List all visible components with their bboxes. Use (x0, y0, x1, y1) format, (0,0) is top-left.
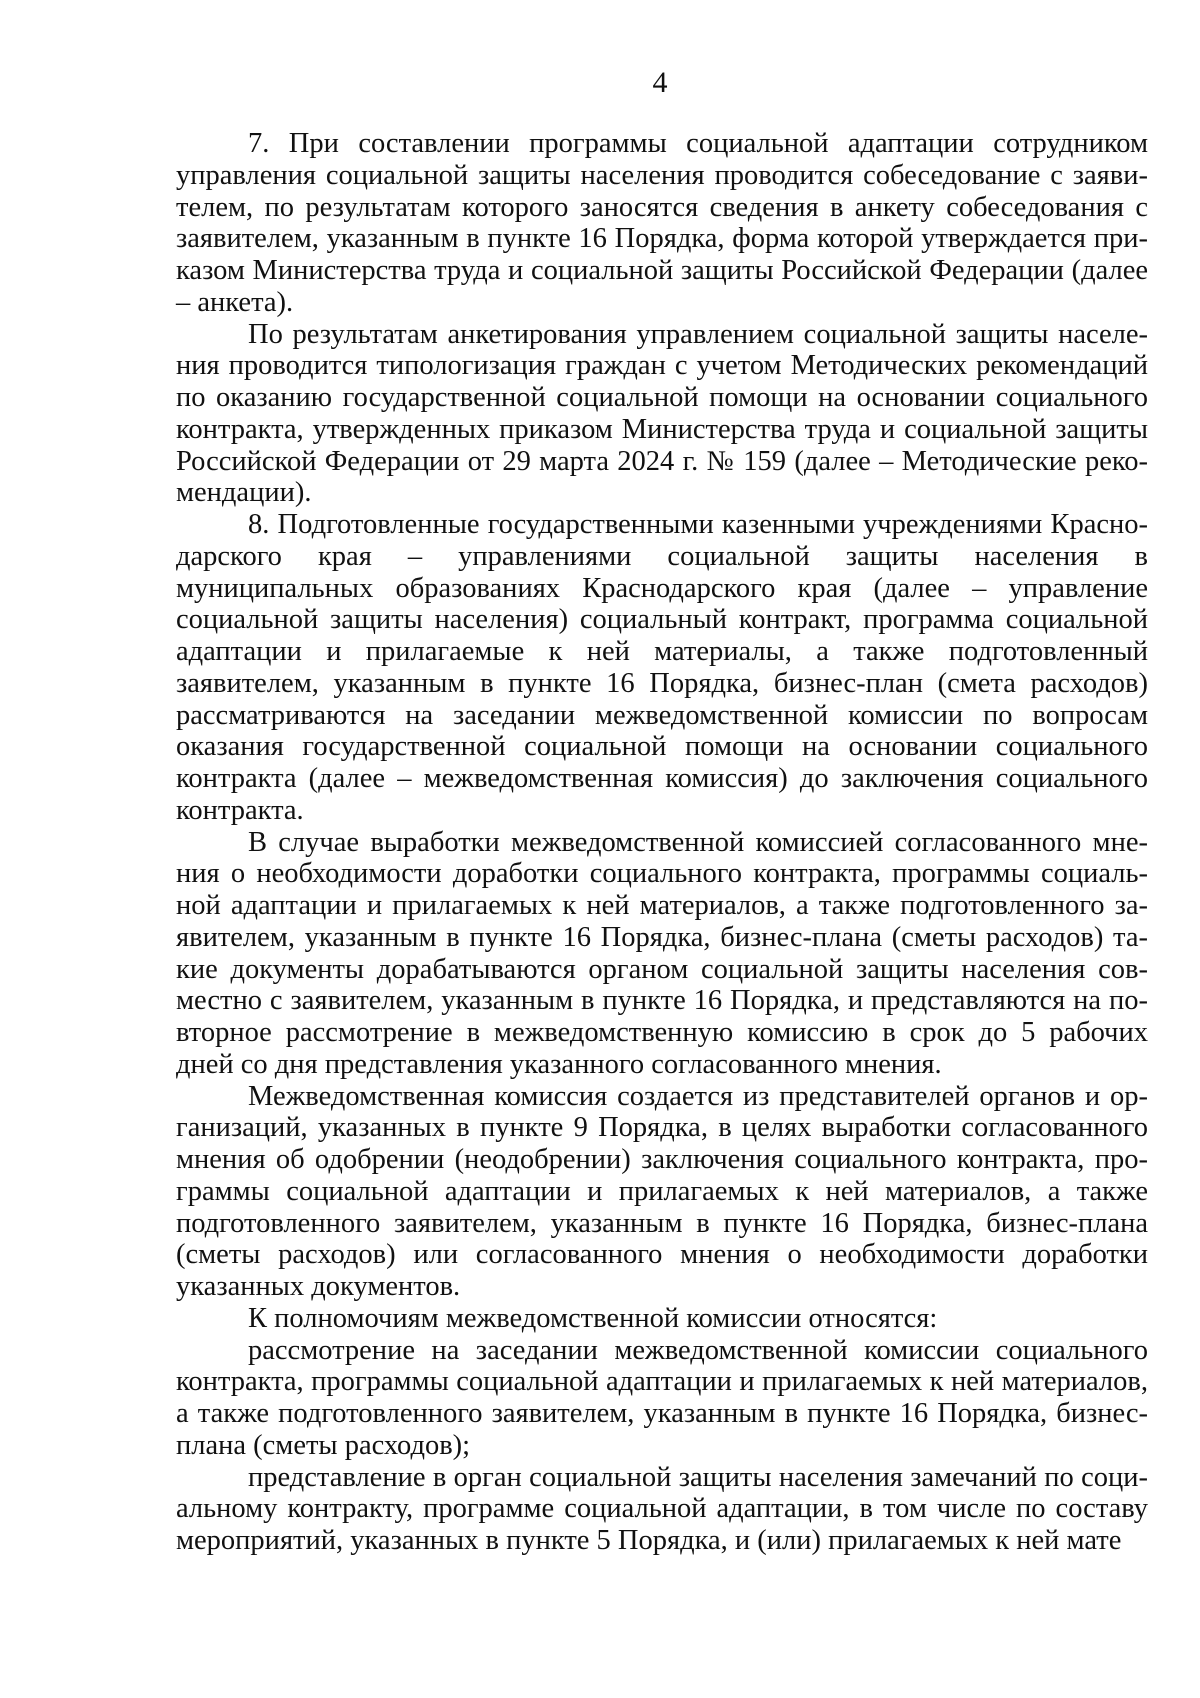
document-body (176, 128, 1148, 1557)
paragraph-power-review: рассмотрение на заседании межведомственной комиссии социального контракта, программы социальной адаптации и прилагаемых к ней материалов, а также подготовленного заявителем, указанным в пункте 16 Порядка, бизнесплана (сметы расходов); (176, 1334, 1148, 1461)
paragraph-commission-powers: К полномочиям межведомственной комиссии относятся: (248, 1302, 938, 1334)
paragraph-power-remarks: представление в орган социальной защиты населения замечаний по социальному контракту, программе социальной адаптации, в том числе по составу мероприятий, указанных в пункте 5 Порядка, и (или) прилагаемых к ней мате (176, 1461, 1148, 1556)
page-number: 4 (652, 66, 668, 99)
paragraph-revision: В случае выработки межведомственной комиссией согласованного мнения о необходимости доработки социального контракта, программы социальной адаптации и прилагаемых к ней материалов, а также подготовленного заявителем, указанным в пункте 16 Порядка, бизнес-плана (сметы расходов) такие документы дорабатываются органом социальной защиты населения совместно с заявителем, указанным в пункте 16 Порядка, и представляются на повторное рассмотрение в межведомственную комиссию в срок до 5 рабочих дней со дня представления указанного согласованного мнения. (176, 826, 1148, 1080)
paragraph-item-8: 8. Подготовленные государственными казенными учреждениями Краснодарского края – управлениями социальной защиты населения в муниципальных образованиях Краснодарского края (далее – управление социальной защиты населения) социальный контракт, программа социальной адаптации и прилагаемые к ней материалы, а также подготовленный заявителем, указанным в пункте 16 Порядка, бизнес-план (смета расходов) рассматриваются на заседании межведомственной комиссии по вопросам оказания государственной социальной помощи на основании социального контракта (далее – межведомственная комиссия) до заключения социального контракта. (176, 509, 1148, 826)
paragraph-typology: По результатам анкетирования управлением социальной защиты населения проводится типологизация граждан с учетом Методических рекомендаций по оказанию государственной социальной помощи на основании социального контракта, утвержденных приказом Министерства труда и социальной защиты Российской Федерации от 29 марта 2024 г. № 159 (далее – Методические рекомендации). (176, 318, 1148, 509)
paragraph-item-7: 7. При составлении программы социальной адаптации сотрудником управления социальной защиты населения проводится собеседование с заявителем, по результатам которого заносятся сведения в анкету собеседования с заявителем, указанным в пункте 16 Порядка, форма которой утверждается приказом Министерства труда и социальной защиты Российской Федерации (далее – анкета). (176, 128, 1148, 318)
paragraph-commission-formation: Межведомственная комиссия создается из представителей органов и организаций, указанных в пункте 9 Порядка, в целях выработки согласованного мнения об одобрении (неодобрении) заключения социального контракта, программы социальной адаптации и прилагаемых к ней материалов, а также подготовленного заявителем, указанным в пункте 16 Порядка, бизнес-плана (сметы расходов) или согласованного мнения о необходимости доработки указанных документов. (176, 1080, 1148, 1302)
